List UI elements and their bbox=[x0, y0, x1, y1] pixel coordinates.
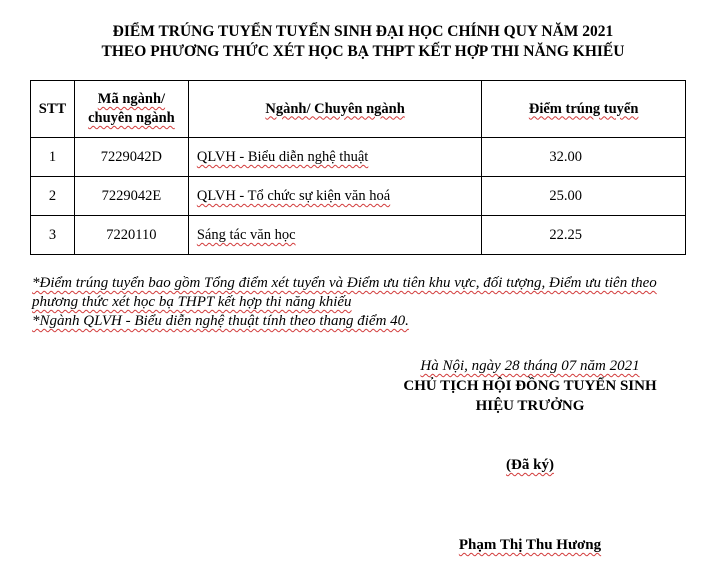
table-row bbox=[31, 177, 686, 216]
row-major bbox=[188, 216, 481, 255]
row-score: 22.25 bbox=[482, 216, 686, 255]
row-major bbox=[188, 177, 481, 216]
row-code: 7229042E bbox=[74, 177, 188, 216]
document-title-line2: THEO PHƯƠNG THỨC XÉT HỌC BẠ THPT KẾT HỢP THI NĂNG KHIẾU bbox=[101, 43, 625, 60]
table-row bbox=[31, 138, 686, 177]
signer-name-text: Phạm Thị Thu Hương bbox=[458, 537, 602, 553]
row-major-label: QLVH - Biểu diễn nghệ thuật bbox=[196, 149, 369, 165]
signer-name bbox=[360, 535, 700, 555]
admission-scores-table bbox=[30, 80, 686, 255]
row-code: 7220110 bbox=[74, 216, 188, 255]
header-code-line1: Mã ngành/ bbox=[97, 91, 166, 107]
header-score bbox=[482, 81, 686, 138]
row-score: 25.00 bbox=[482, 177, 686, 216]
header-major bbox=[188, 81, 481, 138]
signed-note-text: (Đã ký) bbox=[506, 457, 554, 473]
row-stt: 2 bbox=[31, 177, 75, 216]
row-major-label: Sáng tác văn học bbox=[196, 227, 296, 243]
table-row bbox=[31, 216, 686, 255]
row-major bbox=[188, 138, 481, 177]
row-major-label: QLVH - Tổ chức sự kiện văn hoá bbox=[196, 188, 391, 204]
row-stt: 3 bbox=[31, 216, 75, 255]
signer-role-rector: HIỆU TRƯỞNG bbox=[475, 398, 585, 414]
header-major-label: Ngành/ Chuyên ngành bbox=[265, 100, 405, 117]
table-header-row bbox=[31, 81, 686, 138]
place-date-text: Hà Nội, ngày 28 tháng 07 năm 2021 bbox=[420, 358, 640, 374]
header-code-line2: chuyên ngành bbox=[88, 110, 175, 126]
document-title-line1: ĐIỂM TRÚNG TUYỂN TUYỂN SINH ĐẠI HỌC CHÍNH QUY NĂM 2021 bbox=[112, 23, 614, 40]
signer-role-council: CHỦ TỊCH HỘI ĐỒNG TUYỂN SINH bbox=[403, 378, 657, 394]
header-stt: STT bbox=[31, 81, 75, 138]
header-code bbox=[74, 81, 188, 138]
row-score: 32.00 bbox=[482, 138, 686, 177]
signed-note bbox=[360, 455, 700, 475]
header-score-label: Điểm trúng tuyển bbox=[528, 100, 639, 117]
footnote-1: *Điểm trúng tuyển bao gồm Tổng điểm xét tuyển và Điểm ưu tiên khu vực, đối tượng, Điểm ưu tiên theo phương thức xét học bạ THPT kết hợp thi năng khiếu bbox=[32, 275, 657, 310]
place-date bbox=[360, 356, 700, 376]
footnote-2: *Ngành QLVH - Biểu diễn nghệ thuật tính theo thang điểm 40. bbox=[32, 313, 409, 329]
footnotes bbox=[32, 274, 692, 331]
row-stt: 1 bbox=[31, 138, 75, 177]
row-code: 7229042D bbox=[74, 138, 188, 177]
